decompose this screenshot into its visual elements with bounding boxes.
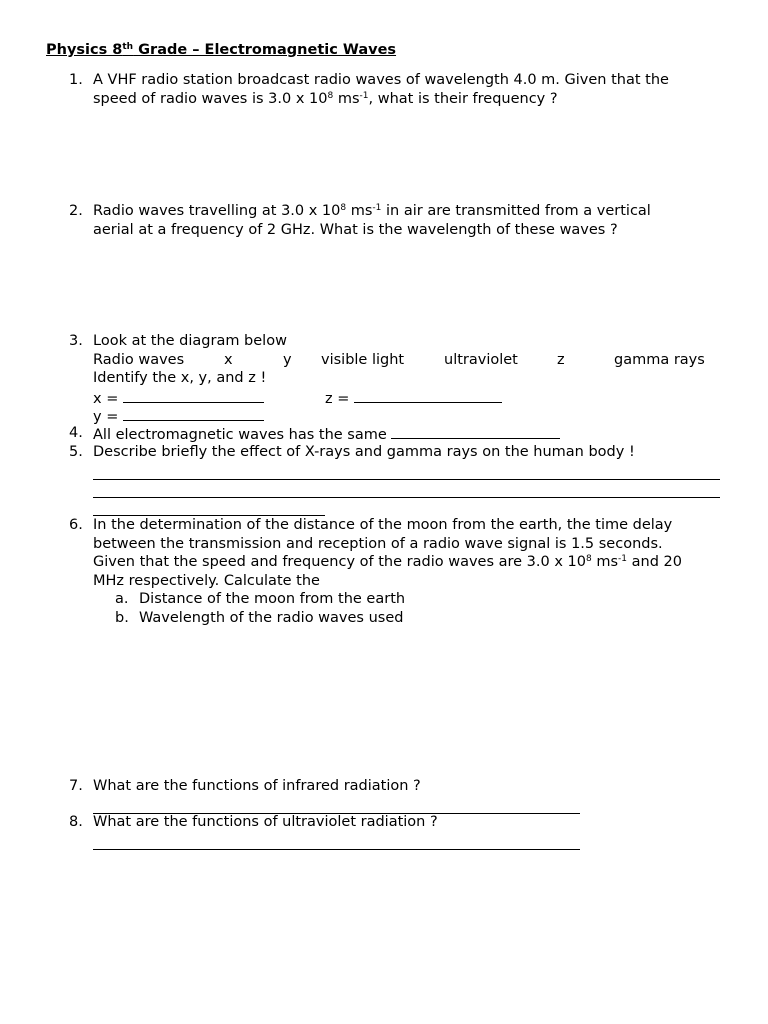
q4-answer-blank[interactable]	[391, 424, 560, 439]
z-answer-label	[325, 388, 502, 409]
answer-row-xz	[93, 388, 729, 407]
question-number: 8.	[69, 814, 83, 830]
z-label: z =	[325, 390, 354, 407]
text-span: , what is their frequency ?	[368, 90, 558, 107]
question-text-line: aerial at a frequency of 2 GHz. What is the wavelength of these waves ?	[93, 221, 618, 238]
text-span: ms	[346, 203, 373, 219]
text-span: speed of radio waves is 3.0 x 10	[93, 90, 328, 107]
q5-answer-line[interactable]	[93, 498, 325, 516]
question-6	[69, 516, 729, 627]
superscript: 8	[586, 554, 592, 564]
question-text-line	[93, 424, 729, 445]
sub-question-number: b.	[115, 609, 129, 626]
question-3	[69, 332, 729, 425]
page-title	[46, 42, 396, 58]
question-text-line: What are the functions of infrared radiation ?	[93, 778, 421, 794]
spectrum-z: z	[557, 351, 565, 368]
text-span: ms	[591, 554, 619, 570]
spectrum-gamma-rays: gamma rays	[614, 351, 705, 368]
q7-answer-line[interactable]	[93, 796, 580, 814]
q5-answer-line[interactable]	[93, 480, 720, 498]
spectrum-diagram	[93, 351, 729, 370]
question-text-line	[93, 553, 729, 572]
title-sup: th	[122, 42, 134, 52]
answer-row-y	[93, 406, 729, 425]
text-span: ms	[333, 90, 360, 107]
question-text-line	[93, 90, 729, 109]
question-text-line: Identify the x, y, and z !	[93, 370, 267, 386]
sub-question-text: Distance of the moon from the earth	[139, 591, 406, 607]
spectrum-visible-light: visible light	[321, 351, 405, 368]
question-text-line: A VHF radio station broadcast radio waves of wavelength 4.0 m. Given that the	[93, 72, 669, 88]
question-number: 3.	[69, 333, 83, 349]
text-span: in air are transmitted from a vertical	[381, 203, 651, 219]
spectrum-x: x	[224, 351, 233, 368]
text-span: Radio waves travelling at 3.0 x 10	[93, 203, 341, 219]
y-answer-blank[interactable]	[123, 406, 264, 421]
superscript: -1	[359, 90, 369, 101]
sub-question-text: Wavelength of the radio waves used	[139, 609, 404, 626]
superscript: 8	[327, 90, 334, 101]
question-4	[69, 424, 729, 445]
spectrum-ultraviolet: ultraviolet	[444, 351, 518, 368]
question-1	[69, 71, 729, 108]
x-label: x =	[93, 390, 123, 407]
question-text-line	[93, 202, 729, 221]
title-prefix: Physics 8	[46, 42, 123, 58]
spectrum-radio-waves: Radio waves	[93, 351, 185, 368]
superscript: -1	[618, 554, 628, 564]
question-number: 6.	[69, 517, 83, 533]
question-number: 7.	[69, 778, 83, 794]
text-span: All electromagnetic waves has the same	[93, 427, 392, 443]
question-number: 5.	[69, 444, 83, 460]
z-answer-blank[interactable]	[354, 388, 502, 403]
sub-question-a	[115, 590, 729, 609]
question-7	[69, 777, 729, 814]
question-number: 2.	[69, 203, 83, 219]
y-label: y =	[93, 409, 123, 425]
text-span: Given that the speed and frequency of the radio waves are 3.0 x 10	[93, 554, 586, 570]
q8-answer-line[interactable]	[93, 832, 580, 850]
question-2	[69, 202, 729, 239]
superscript: 8	[340, 203, 347, 213]
question-text-line: Describe briefly the effect of X-rays and gamma rays on the human body !	[93, 444, 635, 460]
q5-answer-line[interactable]	[93, 462, 720, 480]
sub-question-b	[115, 609, 729, 628]
question-text-line: Look at the diagram below	[93, 333, 287, 349]
question-text-line: What are the functions of ultraviolet radiation ?	[93, 814, 438, 830]
question-number: 4.	[69, 425, 83, 441]
question-text-line: between the transmission and reception of a radio wave signal is 1.5 seconds.	[93, 535, 663, 552]
superscript: -1	[372, 203, 382, 213]
question-text-line: MHz respectively. Calculate the	[93, 572, 320, 589]
text-span: and 20	[627, 554, 682, 570]
question-number: 1.	[69, 72, 83, 88]
x-answer-label	[93, 388, 264, 409]
question-8	[69, 813, 729, 850]
x-answer-blank[interactable]	[123, 388, 264, 403]
spectrum-y: y	[283, 351, 292, 368]
question-text-line: In the determination of the distance of the moon from the earth, the time delay	[93, 517, 673, 533]
title-suffix: Grade – Electromagnetic Waves	[133, 42, 397, 58]
question-5	[69, 443, 729, 516]
sub-question-number: a.	[115, 591, 129, 607]
